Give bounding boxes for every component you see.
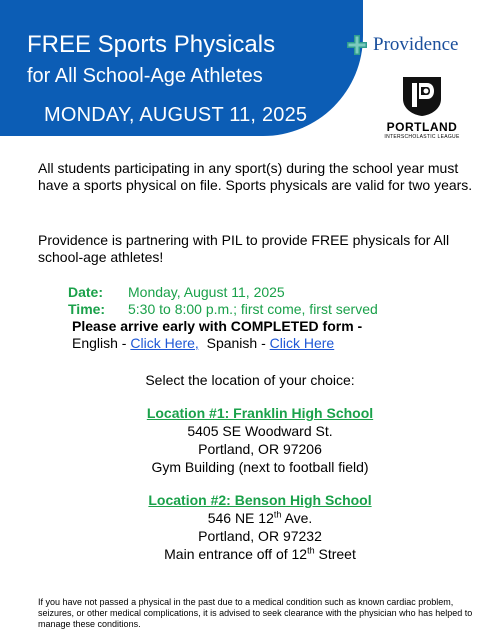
location-2 <box>0 491 500 563</box>
providence-cross-icon <box>346 34 368 56</box>
location-1-title: Location #1: Franklin High School <box>146 405 374 421</box>
date-row <box>68 284 285 301</box>
medical-footnote: If you have not passed a physical in the past due to a medical condition such as known cardiac problem, seizures, or other medical complications, it is advised to seek clearance with the physician who has helped to manage these conditions. <box>38 597 473 629</box>
intro-paragraph-2: Providence is partnering with PIL to provide FREE physicals for All school-age athletes! <box>38 232 450 265</box>
pil-shield-icon <box>399 73 445 117</box>
time-label: Time: <box>68 301 106 317</box>
location-1-city: Portland, OR 97206 <box>198 441 322 457</box>
time-value: 5:30 to 8:00 p.m.; first come, first served <box>128 301 378 317</box>
location-2-city: Portland, OR 97232 <box>198 528 322 544</box>
form-links <box>72 335 334 352</box>
header-banner <box>0 0 363 136</box>
pil-wordmark: PORTLAND <box>386 120 458 134</box>
spanish-form-link[interactable]: Click Here <box>269 335 335 351</box>
providence-logo <box>346 34 458 56</box>
spanish-label: Spanish - <box>206 335 266 351</box>
time-row <box>68 301 378 318</box>
title-line-2: for All School-Age Athletes <box>27 65 263 87</box>
title-line-1: FREE Sports Physicals <box>27 31 276 58</box>
location-2-note: Main entrance off of 12th Street <box>164 545 356 562</box>
intro-paragraph-1: All students participating in any sport(s) during the school year must have a sports physical on file. Sports physicals are valid for two years. <box>38 160 473 193</box>
location-1-address: 5405 SE Woodward St. <box>187 423 333 439</box>
location-2-title: Location #2: Benson High School <box>148 492 372 508</box>
select-location-prompt: Select the location of your choice: <box>145 372 355 388</box>
location-1 <box>0 404 500 476</box>
english-form-link[interactable]: Click Here, <box>130 335 199 351</box>
english-label: English - <box>72 335 127 351</box>
pil-subtitle: INTERSCHOLASTIC LEAGUE <box>384 134 460 140</box>
pil-logo <box>382 73 462 140</box>
providence-wordmark: Providence <box>373 34 459 55</box>
arrive-early-notice: Please arrive early with COMPLETED form - <box>72 318 363 334</box>
location-2-address: 546 NE 12th Ave. <box>207 509 313 526</box>
location-1-note: Gym Building (next to football field) <box>151 459 369 475</box>
date-value: Monday, August 11, 2025 <box>128 284 285 300</box>
date-label: Date: <box>68 284 104 300</box>
event-date-banner: MONDAY, AUGUST 11, 2025 <box>44 104 308 126</box>
